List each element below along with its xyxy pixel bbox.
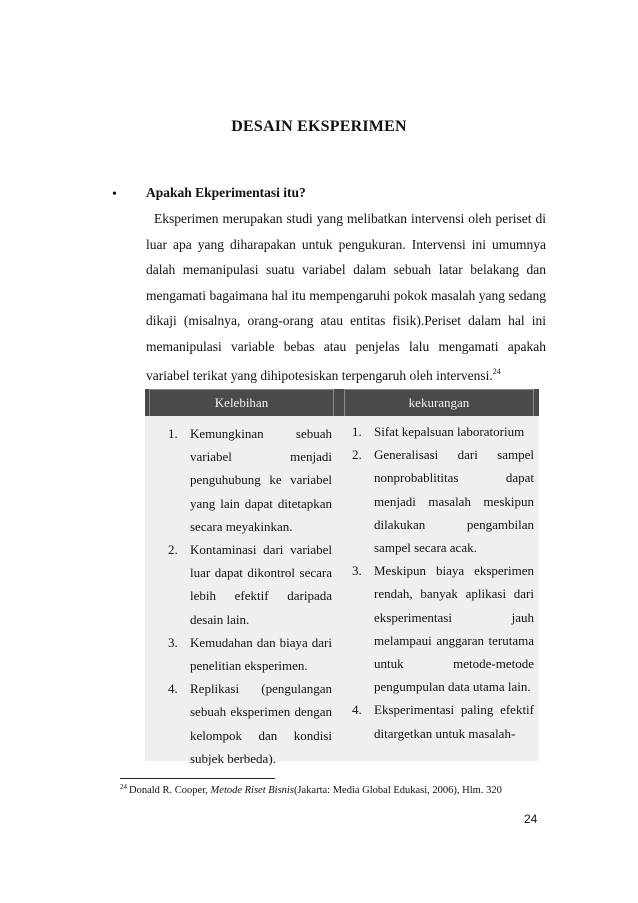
footnote-number: 24	[120, 783, 127, 791]
item-text: Meskipun biaya eksperimen rendah, banyak aplikasi dari eksperimentasi jauh melampaui anggaran terutama untuk metode-metode pengumpulan data utama lain.	[374, 563, 534, 695]
item-number: 4.	[168, 681, 178, 697]
list-item	[168, 631, 332, 677]
footnote-publication: (Jakarta: Media Global Edukasi, 2006), Hlm. 320	[293, 785, 502, 796]
paragraph-text: Eksperimen merupakan studi yang melibatkan intervensi oleh periset di luar apa yang diharapakan untuk pengukuran. Intervensi ini umumnya dalah memanipulasi suatu variabel dalam sebuah latar belakang dan mengamati bagaimana hal itu mempengaruhi pokok masalah yang sedang dikaji (misalnya, orang-orang atau entitas fisik).Periset dalam hal ini memanipulasi variable bebas atau penjelas lalu mengamati apakah variabel terikat yang dihipotesiskan terpengaruh oleh intervensi.	[146, 211, 546, 383]
list-item	[352, 443, 534, 559]
table-header-row	[145, 389, 539, 416]
page-title: DESAIN EKSPERIMEN	[231, 118, 407, 135]
item-number: 1.	[352, 424, 362, 439]
list-item	[168, 677, 332, 770]
item-text: Kontaminasi dari variabel luar dapat dikontrol secara lebih efektif daripada desain lain.	[190, 542, 332, 627]
kekurangan-column	[339, 416, 539, 761]
header-kelebihan: Kelebihan	[149, 389, 334, 416]
list-item	[352, 559, 534, 698]
footnote-book-title: Metode Riset Bisnis	[210, 785, 294, 796]
kelebihan-column	[145, 416, 339, 766]
footnote	[120, 783, 502, 796]
item-number: 1.	[168, 426, 178, 441]
section-heading: Apakah Ekperimentasi itu?	[146, 185, 306, 200]
list-item	[352, 420, 534, 443]
list-item	[352, 698, 534, 744]
item-text: Sifat kepalsuan laboratorium	[374, 424, 525, 439]
comparison-table	[145, 389, 539, 766]
page-number: 24	[524, 812, 538, 826]
item-text: Kemudahan dan biaya dari penelitian eksperimen.	[190, 634, 332, 674]
item-number: 2.	[352, 447, 362, 463]
footnote-reference: 24	[492, 367, 501, 376]
table-body	[145, 416, 539, 766]
footnote-divider	[120, 778, 275, 779]
footnote-author: Donald R. Cooper,	[129, 785, 208, 796]
body-paragraph	[146, 206, 546, 389]
item-number: 3.	[168, 634, 178, 650]
item-text: Eksperimentasi paling efektif ditargetkan untuk masalah-	[374, 702, 534, 741]
list-item	[168, 422, 332, 538]
item-number: 4.	[352, 702, 362, 718]
item-text: Generalisasi dari sampel nonprobablititas dapat menjadi masalah meskipun dilakukan pengambilan sampel secara acak.	[374, 447, 534, 556]
bullet-point: •	[112, 187, 117, 202]
item-number: 3.	[352, 563, 362, 579]
item-number: 2.	[168, 542, 178, 558]
item-text: Kemungkinan sebuah variabel menjadi penguhubung ke variabel yang lain dapat ditetapkan secara meyakinkan.	[190, 426, 332, 534]
item-text: Replikasi (pengulangan sebuah eksperimen dengan kelompok dan kondisi subjek berbeda).	[190, 681, 332, 766]
list-item	[168, 538, 332, 631]
header-kekurangan: kekurangan	[344, 389, 534, 416]
